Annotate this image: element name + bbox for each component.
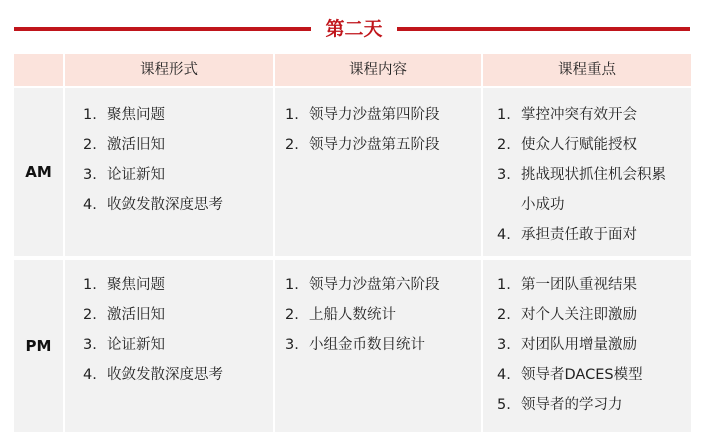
am-content-list [285,100,481,160]
header-focus: 课程重点 [483,54,691,86]
pm-focus-cell [483,260,691,432]
list-item: 4. 承担责任敢于面对 [497,227,637,243]
pm-format-list [83,270,273,390]
list-item: 2. 激活旧知 [83,307,165,323]
list-item: 4. 收敛发散深度思考 [83,367,223,383]
am-focus-list [497,100,679,250]
row-label-am [14,88,63,256]
list-item: 3. 挑战现状抓住机会积累小成功 [497,167,666,213]
list-item: 1. 领导力沙盘第六阶段 [285,277,440,293]
list-item: 3. 小组金币数目统计 [285,337,425,353]
list-item: 3. 论证新知 [83,337,165,353]
pm-format-cell [65,260,273,432]
pm-focus-list [497,270,679,420]
list-item: 2. 领导力沙盘第五阶段 [285,137,440,153]
list-item: 2. 对个人关注即激励 [497,307,637,323]
pm-content-list [285,270,481,360]
header-corner [14,54,63,86]
list-item: 2. 上船人数统计 [285,307,396,323]
am-format-list [83,100,273,220]
header-content: 课程内容 [275,54,481,86]
row-label-pm [14,260,63,432]
title-rule-right [397,27,690,31]
list-item: 4. 领导者DACES模型 [497,367,643,383]
title-row [0,0,701,52]
list-item: 1. 领导力沙盘第四阶段 [285,107,440,123]
title-rule-left [14,27,311,31]
row-label-am-text: AM [25,163,52,181]
list-item: 1. 聚焦问题 [83,277,165,293]
header-format: 课程形式 [65,54,273,86]
am-content-cell [275,88,481,256]
row-label-pm-text: PM [25,337,52,355]
list-item: 2. 使众人行赋能授权 [497,137,637,153]
day-title: 第二天 [325,18,383,40]
am-focus-cell [483,88,691,256]
list-item: 2. 激活旧知 [83,137,165,153]
list-item: 1. 第一团队重视结果 [497,277,637,293]
list-item: 5. 领导者的学习力 [497,397,623,413]
list-item: 3. 对团队用增量激励 [497,337,637,353]
list-item: 4. 收敛发散深度思考 [83,197,223,213]
list-item: 3. 论证新知 [83,167,165,183]
pm-content-cell [275,260,481,432]
am-format-cell [65,88,273,256]
list-item: 1. 掌控冲突有效开会 [497,107,637,123]
list-item: 1. 聚焦问题 [83,107,165,123]
